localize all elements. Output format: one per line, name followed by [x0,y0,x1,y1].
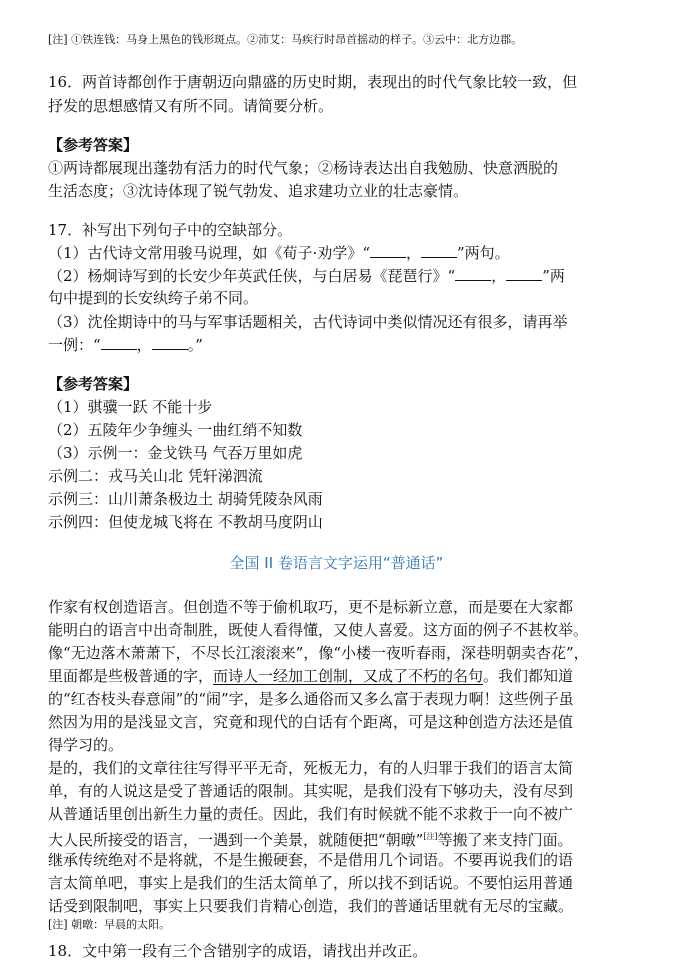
question-17-part-3: （3）沈佺期诗中的马与军事话题相关，古代诗词中类似情况还有很多，请再举 [48,313,568,331]
answer-blank [421,243,457,258]
q17-p3-suffix: 。” [187,336,203,354]
q17-p2-sep: ， [491,267,507,285]
q17-p1-sep: ， [405,244,421,262]
footnote-poem: [注] ①铁连钱：马身上黑色的钱形斑点。②沛艾：马疾行时昂首摇动的样子。③云中：北方边郡。 [48,33,523,46]
passage-line: 的“红杏枝头春意闹”的“闹”字，是多么通俗而又多么富于表现力啊！这些例子虽 [48,690,574,708]
question-17-part-2 [48,265,565,287]
answer-blank [455,266,491,281]
answer-blank [506,266,542,281]
answer-17-item: （3）示例一：金戈铁马 气吞万里如虎 [48,444,303,462]
passage-line [48,826,573,851]
passage-line [48,665,573,687]
passage-line: 从普通话里创出新生力量的责任。因此，我们有时候就不能不求救于一向不被广 [48,805,574,823]
q17-p3-prefix: 一例：“ [48,336,101,354]
q17-p2-prefix: （2）杨炯诗写到的长安少年英武任侠，与白居易《琵琶行》“ [48,267,456,285]
question-17-part-3-line-2 [48,334,203,356]
q17-p3-sep: ， [136,336,152,354]
answer-17-item: 示例三：山川萧条极边土 胡骑凭陵杂风雨 [48,490,323,508]
question-16-line-2: 抒发的思想感情又有所不同。请简要分析。 [48,97,334,115]
question-17-part-1 [48,242,510,264]
answer-17-item: 示例二：戎马关山北 凭轩涕泗流 [48,467,263,485]
q17-p2-suffix: ”两 [542,267,565,285]
passage-text: 。我们都知道 [483,667,574,685]
passage-text: 大人民所接受的语言，一遇到一个美景，就随便把“朝暾” [48,831,424,849]
question-18: 18．文中第一段有三个含错别字的成语，请找出并改正。 [48,942,428,960]
footnote-marker: [注] [423,832,438,841]
passage-line: 像“无边落木萧萧下，不尽长江滚滚来”，像“小楼一夜听春雨，深巷明朝卖杏花”， [48,644,589,662]
answer-17-item: （2）五陵年少争缠头 一曲红绡不知数 [48,421,303,439]
footnote-passage: [注] 朝暾：早晨的太阳。 [48,918,171,931]
passage-line: 是的，我们的文章往往写得平平无奇，死板无力，有的人归罪于我们的语言太简 [48,759,574,777]
passage-text: 等搬了来支持门面。 [437,831,573,849]
passage-line: 继承传统绝对不是将就，不是生搬硬套，不是借用几个词语。不要再说我们的语 [48,851,574,869]
answer-16-heading: 【参考答案】 [48,136,139,154]
answer-17-item: 示例四：但使龙城飞将在 不教胡马度阴山 [48,513,323,531]
question-16-line-1: 16．两首诗都创作于唐朝迈向鼎盛的历史时期，表现出的时代气象比较一致，但 [48,73,578,91]
passage-line: 单，有的人说这是受了普通话的限制。其实呢，是我们没有下够功夫，没有尽到 [48,782,574,800]
passage-line: 言太简单吧，事实上是我们的生活太简单了，所以找不到话说。不要怕运用普通 [48,874,574,892]
question-17-part-2-line-2: 句中提到的长安纨绔子弟不同。 [48,289,259,307]
answer-17-heading: 【参考答案】 [48,375,139,393]
answer-blank [370,243,406,258]
question-17-intro: 17．补写出下列句子中的空缺部分。 [48,221,293,239]
section-title: 全国 II 卷语言文字运用“普通话” [229,554,444,572]
underlined-sentence: 而诗人一经加工创制，又成了不朽的名句 [213,667,484,685]
passage-line: 作家有权创造语言。但创造不等于偷机取巧，更不是标新立意，而是要在大家都 [48,598,574,616]
answer-blank [101,335,137,350]
answer-16-line-2: 生活态度；③沈诗体现了锐气勃发、追求建功立业的壮志豪情。 [48,182,469,200]
passage-text: 里面都是些极普通的字， [48,667,214,685]
answer-17-item: （1）骐骥一跃 不能十步 [48,398,213,416]
passage-line: 然因为用的是浅显文言，究竟和现代的白话有个距离，可是这种创造方法还是值 [48,713,574,731]
passage-line: 话受到限制吧，事实上只要我们肯精心创造，我们的普通话里就有无尽的宝藏。 [48,897,574,915]
q17-p1-suffix: ”两句。 [457,244,510,262]
answer-16-line-1: ①两诗都展现出蓬勃有活力的时代气象；②杨诗表达出自我勉励、快意洒脱的 [48,159,559,177]
passage-line: 得学习的。 [48,736,124,754]
passage-line: 能明白的语言中出奇制胜，既使人看得懂，又使人喜爱。这方面的例子不甚枚举。 [48,621,589,639]
answer-blank [152,335,188,350]
q17-p1-prefix: （1）古代诗文常用骏马说理，如《荀子·劝学》“ [48,244,370,262]
